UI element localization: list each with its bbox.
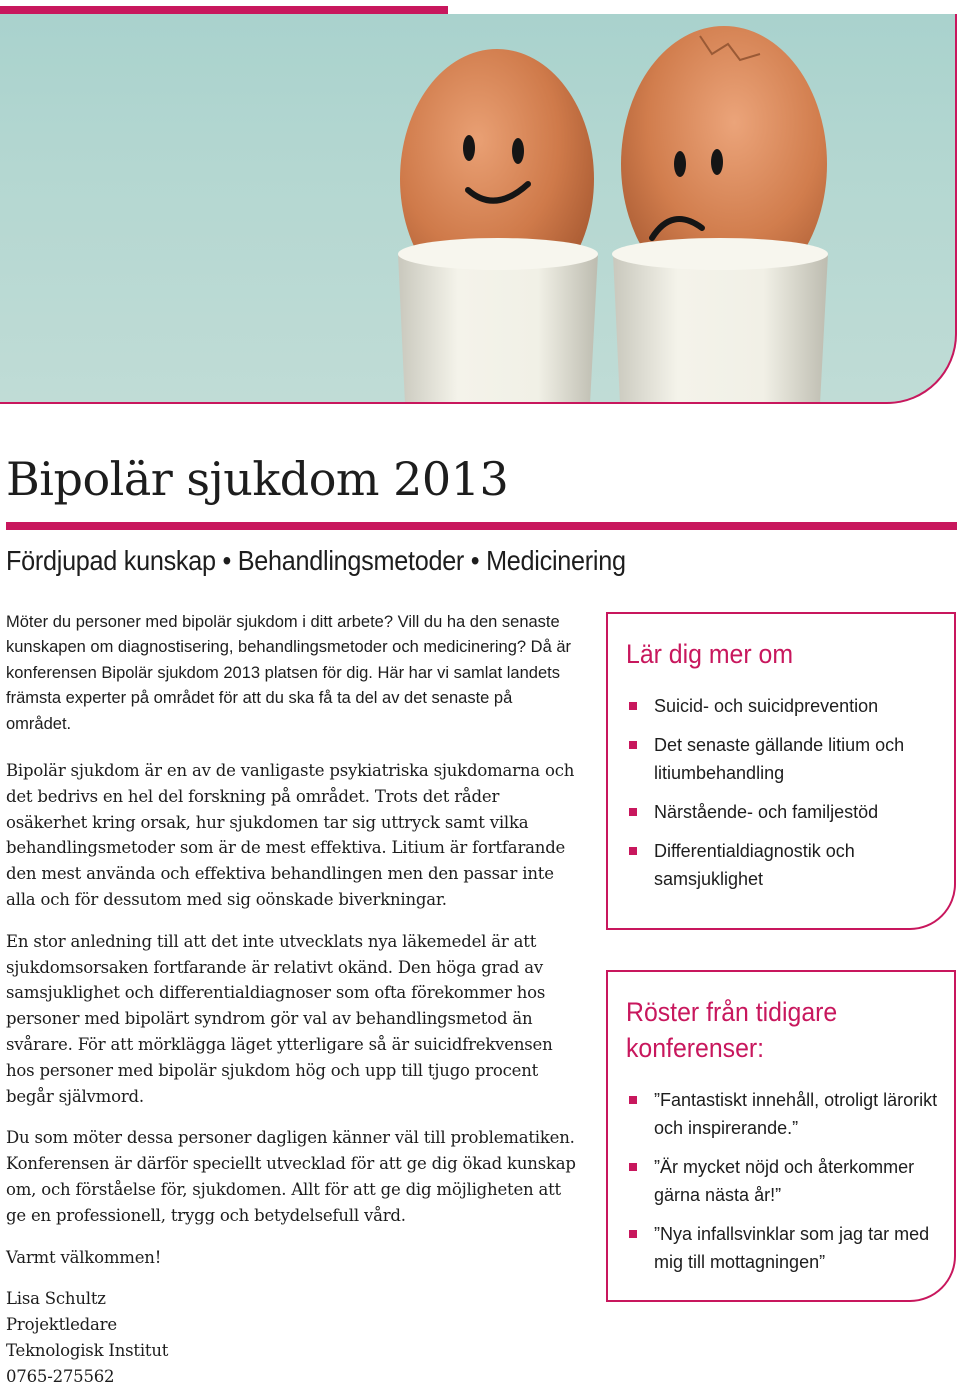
bullet-square-icon [629, 847, 637, 855]
signature-name: Lisa Schultz [6, 1289, 106, 1309]
signature-block [6, 1286, 576, 1389]
list-item: ”Nya infallsvinklar som jag tar med mig till mottagningen” [626, 1220, 938, 1276]
signature-role: Projektledare [6, 1315, 117, 1335]
bullet-square-icon [629, 1230, 637, 1238]
title-divider [6, 522, 957, 530]
signature-phone: 0765-275562 [6, 1366, 115, 1386]
list-item: Närstående- och familjestöd [626, 798, 938, 826]
list-item: ”Är mycket nöjd och återkommer gärna nästa år!” [626, 1153, 938, 1209]
body-paragraph: Du som möter dessa personer dagligen känner väl till problematiken. Konferensen är därför speciellt utvecklad för att ge dig ökad kunskap om, och förståelse för, sjukdomen. Allt för att ge dig möjligheten att ge en professionell, trygg och betydelsefull vård. [6, 1128, 576, 1225]
testimonials-box [606, 970, 956, 1302]
page-title: Bipolär sjukdom 2013 [6, 452, 509, 506]
learn-more-list [626, 692, 938, 893]
list-item: Differentialdiagnostik och samsjuklighet [626, 837, 938, 893]
main-text-column [6, 610, 576, 1390]
testimonials-heading: Röster från tidigare konferenser: [626, 997, 838, 1063]
bullet-square-icon [629, 741, 637, 749]
bullet-square-icon [629, 1163, 637, 1171]
body-paragraph: Bipolär sjukdom är en av de vanligaste psykiatriska sjukdomarna och det bedrivs en hel del forskning på området. Trots det råder osäkerhet kring orsak, hur sjukdomen tar sig uttryck samt vilka behandlingsmetoder som är de mest effektiva. Litium är fortfarande den mest använda och effektiva behandlingen men den passar inte alla och för dessutom med sig oönskade biverkningar. [6, 761, 575, 910]
page-subtitle: Fördjupad kunskap • Behandlingsmetoder • Medicinering [6, 545, 626, 576]
list-item: Suicid- och suicidprevention [626, 692, 938, 720]
hero-image-eggs [0, 14, 957, 404]
learn-more-box [606, 612, 956, 930]
bullet-square-icon [629, 808, 637, 816]
body-paragraph: En stor anledning till att det inte utvecklats nya läkemedel är att sjukdomsorsaken fortfarande är relativt okänd. Den höga grad av samsjuklighet och differentialdiagnoser som ofta förekommer hos personer med bipolärt syndrom gör val av behandlingsmetod än svårare. För att mörklägga läget ytterligare så är suicidfrekvensen hos personer med bipolär sjukdom hög och upp till tjugo procent begår självmord. [6, 931, 553, 1106]
list-item: Det senaste gällande litium och litiumbehandling [626, 731, 938, 787]
intro-paragraph: Möter du personer med bipolär sjukdom i ditt arbete? Vill du ha den senaste kunskapen om diagnostisering, behandlingsmetoder och medicinering? Då är konferensen Bipolär sjukdom 2013 platsen för dig. Här har vi samlat landets främsta experter på området för att du ska få ta del av det senaste på området. [6, 613, 572, 733]
bullet-square-icon [629, 1096, 637, 1104]
learn-more-heading: Lär dig mer om [626, 639, 794, 669]
bullet-square-icon [629, 702, 637, 710]
testimonials-list [626, 1086, 938, 1276]
signature-org: Teknologisk Institut [6, 1340, 169, 1360]
welcome-line: Varmt välkommen! [6, 1247, 162, 1267]
list-item: ”Fantastiskt innehåll, otroligt lärorikt och inspirerande.” [626, 1086, 938, 1142]
